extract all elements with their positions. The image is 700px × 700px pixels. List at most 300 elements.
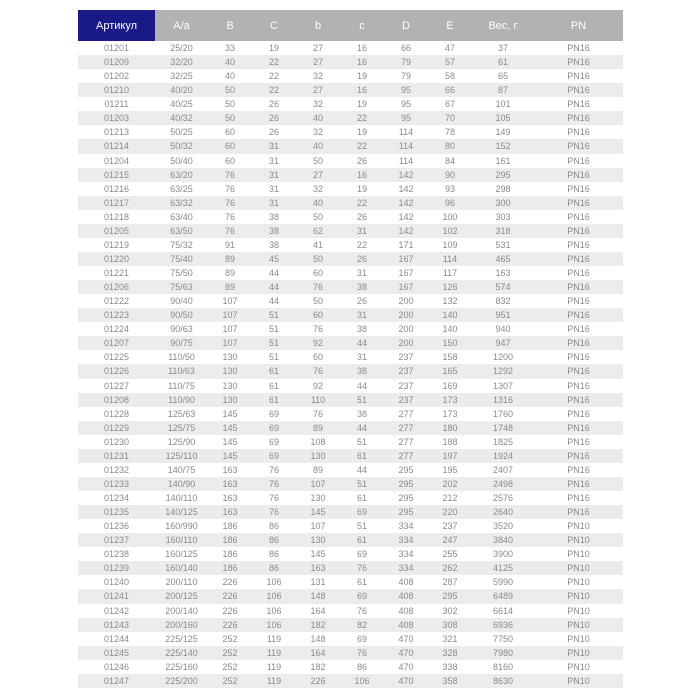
table-cell: 186 — [222, 521, 238, 532]
table-cell: 164 — [310, 605, 326, 616]
table-cell: 60 — [312, 352, 323, 363]
table-cell: 40/25 — [170, 99, 193, 110]
table-cell: PN10 — [567, 633, 590, 644]
table-cell: 01233 — [103, 478, 130, 489]
table-cell: 01208 — [103, 394, 130, 405]
table-cell: 01241 — [103, 591, 130, 602]
table-cell: 38 — [356, 366, 367, 377]
table-cell: 145 — [222, 436, 238, 447]
table-cell: 22 — [356, 113, 367, 124]
table-cell: 32 — [312, 71, 323, 82]
table-cell: 44 — [356, 422, 367, 433]
table-cell: 01222 — [103, 296, 130, 307]
table-cell: 295 — [398, 464, 414, 475]
table-cell: 47 — [444, 43, 455, 53]
table-cell: 76 — [224, 169, 235, 180]
table-cell: 1307 — [492, 380, 514, 391]
table-cell: 76 — [312, 408, 323, 419]
table-cell: 79 — [400, 57, 411, 68]
table-cell: 951 — [495, 310, 511, 321]
table-cell: 298 — [495, 183, 511, 194]
table-cell: 145 — [222, 450, 238, 461]
table-cell: 26 — [268, 99, 279, 110]
spec-table-container — [78, 10, 623, 688]
table-cell: 169 — [442, 380, 458, 391]
table-cell: 149 — [495, 127, 511, 138]
table-cell: PN16 — [567, 296, 590, 307]
table-cell: PN16 — [567, 338, 590, 349]
table-cell: 277 — [398, 408, 414, 419]
table-cell: 61 — [356, 493, 367, 503]
table-cell: 50/32 — [170, 141, 193, 152]
table-cell: 8160 — [492, 661, 514, 672]
table-cell: 308 — [442, 619, 458, 630]
table-cell: 01214 — [103, 141, 130, 152]
table-row — [78, 266, 623, 280]
table-cell: 130 — [222, 380, 238, 391]
table-row — [78, 139, 623, 153]
table-cell: 321 — [442, 633, 458, 644]
table-cell: 295 — [442, 591, 458, 602]
table-row — [78, 224, 623, 238]
table-cell: 16 — [356, 57, 367, 68]
table-cell: 89 — [312, 464, 323, 475]
table-cell: 200/160 — [165, 619, 198, 630]
table-cell: 107 — [222, 324, 238, 335]
table-cell: 200/110 — [165, 577, 198, 588]
table-cell: 126 — [442, 282, 458, 293]
table-cell: 19 — [268, 43, 279, 53]
table-cell: 01202 — [103, 71, 130, 82]
table-cell: 237 — [442, 521, 458, 532]
table-cell: 01230 — [103, 436, 130, 447]
table-cell: 470 — [398, 633, 414, 644]
table-cell: PN16 — [567, 380, 590, 391]
table-cell: 465 — [495, 253, 511, 264]
table-cell: 202 — [442, 478, 458, 489]
table-cell: 31 — [268, 155, 279, 166]
table-cell: 01204 — [103, 155, 130, 166]
table-cell: 119 — [266, 675, 282, 686]
table-cell: PN16 — [567, 141, 590, 152]
table-cell: 408 — [398, 619, 414, 630]
table-row — [78, 421, 623, 435]
table-cell: 38 — [268, 211, 279, 222]
table-cell: 01213 — [103, 127, 130, 138]
table-cell: 01205 — [103, 225, 130, 236]
table-cell: 44 — [356, 464, 367, 475]
table-cell: 82 — [356, 619, 367, 630]
table-cell: 334 — [398, 549, 414, 560]
table-cell: 22 — [268, 85, 279, 96]
table-cell: 66 — [400, 43, 411, 53]
table-cell: 60 — [312, 268, 323, 278]
table-cell: 2407 — [492, 464, 514, 475]
table-cell: 200/125 — [165, 591, 198, 602]
table-cell: 142 — [398, 183, 414, 194]
table-cell: 163 — [310, 563, 326, 574]
table-cell: PN16 — [567, 408, 590, 419]
table-row — [78, 336, 623, 350]
table-cell: 101 — [495, 99, 511, 110]
table-cell: PN10 — [567, 675, 590, 686]
table-row — [78, 55, 623, 69]
table-cell: 165 — [442, 366, 458, 377]
table-cell: 247 — [442, 535, 458, 546]
table-cell: 75/50 — [170, 268, 193, 278]
table-cell: 148 — [310, 633, 326, 644]
table-cell: 76 — [312, 282, 323, 293]
table-cell: 01223 — [103, 310, 130, 321]
table-cell: 163 — [222, 507, 238, 518]
table-cell: 167 — [398, 268, 414, 278]
table-row — [78, 463, 623, 477]
table-cell: 76 — [356, 605, 367, 616]
table-cell: 01237 — [103, 535, 130, 546]
table-cell: 119 — [266, 661, 282, 672]
table-cell: 160/140 — [165, 563, 198, 574]
table-cell: 44 — [268, 296, 279, 307]
table-cell: 105 — [495, 113, 511, 124]
table-cell: 50/25 — [170, 127, 193, 138]
table-header-row — [78, 10, 623, 41]
table-cell: 44 — [268, 268, 279, 278]
table-cell: 58 — [444, 71, 455, 82]
table-cell: 01228 — [103, 408, 130, 419]
table-cell: 01201 — [103, 43, 130, 53]
table-cell: 01218 — [103, 211, 130, 222]
table-cell: PN16 — [567, 253, 590, 264]
table-cell: 40 — [312, 113, 323, 124]
table-cell: 225/160 — [165, 661, 198, 672]
table-cell: 226 — [222, 577, 238, 588]
table-cell: 160/110 — [165, 535, 198, 546]
table-cell: PN16 — [567, 183, 590, 194]
table-cell: 150 — [442, 338, 458, 349]
table-cell: 237 — [398, 366, 414, 377]
table-cell: 107 — [310, 521, 326, 532]
table-cell: PN16 — [567, 43, 590, 53]
table-cell: 86 — [268, 563, 279, 574]
table-cell: 01235 — [103, 507, 130, 518]
table-row — [78, 294, 623, 308]
table-cell: 102 — [442, 225, 458, 236]
col-header-article: Артикул — [78, 10, 155, 41]
table-cell: 31 — [268, 183, 279, 194]
table-cell: 5990 — [492, 577, 514, 588]
table-cell: 334 — [398, 535, 414, 546]
table-row — [78, 364, 623, 378]
table-row — [78, 407, 623, 421]
table-cell: PN16 — [567, 239, 590, 250]
table-cell: 107 — [222, 310, 238, 321]
table-cell: 940 — [495, 324, 511, 335]
table-cell: 69 — [268, 422, 279, 433]
table-row — [78, 154, 623, 168]
table-cell: PN16 — [567, 71, 590, 82]
table-cell: 51 — [268, 338, 279, 349]
table-cell: 2640 — [492, 507, 514, 518]
table-cell: 27 — [312, 169, 323, 180]
table-cell: 160/125 — [165, 549, 198, 560]
table-cell: 237 — [398, 352, 414, 363]
table-cell: 31 — [356, 225, 367, 236]
table-cell: 61 — [356, 577, 367, 588]
table-cell: 26 — [356, 211, 367, 222]
table-cell: 01221 — [103, 268, 130, 278]
table-cell: PN16 — [567, 464, 590, 475]
table-cell: 131 — [310, 577, 326, 588]
table-cell: 01225 — [103, 352, 130, 363]
table-cell: 01236 — [103, 521, 130, 532]
table-row — [78, 435, 623, 449]
table-cell: 31 — [268, 141, 279, 152]
table-cell: 277 — [398, 450, 414, 461]
table-cell: 470 — [398, 661, 414, 672]
table-cell: 7750 — [492, 633, 514, 644]
table-cell: 574 — [495, 282, 511, 293]
table-cell: 110/63 — [168, 366, 195, 377]
table-cell: 01243 — [103, 619, 130, 630]
table-cell: 95 — [400, 99, 411, 110]
table-cell: 63/25 — [170, 183, 193, 194]
table-cell: 65 — [497, 71, 508, 82]
table-cell: 119 — [266, 647, 282, 658]
table-cell: 252 — [222, 661, 238, 672]
table-cell: 114 — [398, 127, 414, 138]
table-cell: 27 — [312, 43, 323, 53]
table-row — [78, 168, 623, 182]
table-cell: 6489 — [492, 591, 514, 602]
table-cell: 119 — [266, 633, 282, 644]
col-header-e: E — [428, 10, 472, 41]
table-cell: PN10 — [567, 647, 590, 658]
table-cell: 832 — [495, 296, 511, 307]
table-cell: 76 — [312, 366, 323, 377]
table-cell: 69 — [268, 450, 279, 461]
table-cell: 37 — [497, 43, 508, 53]
table-cell: 40 — [312, 197, 323, 208]
table-row — [78, 125, 623, 139]
table-cell: 66 — [444, 85, 455, 96]
table-cell: 225/125 — [165, 633, 198, 644]
table-cell: 40 — [224, 71, 235, 82]
table-cell: 69 — [268, 436, 279, 447]
table-cell: 160/990 — [165, 521, 198, 532]
table-cell: 107 — [222, 338, 238, 349]
table-cell: 1924 — [492, 450, 514, 461]
table-cell: 114 — [398, 141, 414, 152]
table-cell: 110/90 — [168, 394, 195, 405]
spec-table — [78, 10, 623, 688]
table-cell: 110/75 — [168, 380, 195, 391]
table-cell: 89 — [312, 422, 323, 433]
table-cell: 01242 — [103, 605, 130, 616]
table-cell: 225/200 — [165, 675, 198, 686]
table-cell: 318 — [495, 225, 511, 236]
table-cell: 89 — [224, 253, 235, 264]
table-cell: 51 — [356, 436, 367, 447]
table-cell: 01216 — [103, 183, 130, 194]
table-cell: 90/40 — [170, 296, 193, 307]
table-cell: 287 — [442, 577, 458, 588]
table-cell: 252 — [222, 633, 238, 644]
table-cell: 27 — [312, 85, 323, 96]
table-cell: 106 — [266, 591, 282, 602]
table-cell: 173 — [442, 408, 458, 419]
table-cell: 4125 — [492, 563, 514, 574]
col-header-c-lower: c — [340, 10, 384, 41]
table-cell: 1760 — [492, 408, 514, 419]
table-row — [78, 561, 623, 575]
table-cell: 90/63 — [170, 324, 193, 335]
table-cell: 92 — [312, 380, 323, 391]
table-cell: 125/110 — [165, 450, 198, 461]
table-cell: 110/50 — [168, 352, 195, 363]
table-cell: 26 — [356, 155, 367, 166]
table-cell: 125/90 — [167, 436, 196, 447]
table-cell: 182 — [310, 619, 326, 630]
table-row — [78, 660, 623, 674]
table-cell: PN16 — [567, 197, 590, 208]
table-cell: 01232 — [103, 464, 130, 475]
table-cell: 01219 — [103, 239, 130, 250]
table-cell: 1825 — [492, 436, 514, 447]
table-cell: 63/20 — [170, 169, 193, 180]
table-cell: 163 — [222, 478, 238, 489]
table-cell: 76 — [224, 197, 235, 208]
table-cell: 7980 — [492, 647, 514, 658]
table-cell: 44 — [356, 380, 367, 391]
table-cell: 50 — [312, 296, 323, 307]
table-cell: 76 — [224, 183, 235, 194]
table-cell: 237 — [398, 394, 414, 405]
table-cell: 76 — [268, 464, 279, 475]
table-row — [78, 533, 623, 547]
table-cell: PN16 — [567, 394, 590, 405]
table-cell: 76 — [312, 324, 323, 335]
table-cell: 130 — [222, 394, 238, 405]
table-cell: 40/20 — [170, 85, 193, 96]
table-cell: PN16 — [567, 57, 590, 68]
table-cell: 70 — [444, 113, 455, 124]
table-row — [78, 83, 623, 97]
table-cell: 86 — [268, 521, 279, 532]
table-cell: 51 — [356, 521, 367, 532]
table-cell: 38 — [356, 282, 367, 293]
table-cell: 60 — [224, 155, 235, 166]
table-row — [78, 632, 623, 646]
table-cell: 50 — [312, 155, 323, 166]
table-cell: 69 — [356, 549, 367, 560]
table-row — [78, 379, 623, 393]
table-cell: PN16 — [567, 478, 590, 489]
table-cell: 1200 — [492, 352, 514, 363]
table-cell: 107 — [222, 296, 238, 307]
table-cell: 76 — [268, 493, 279, 503]
table-cell: 186 — [222, 563, 238, 574]
table-cell: 161 — [495, 155, 511, 166]
table-row — [78, 575, 623, 589]
table-cell: 01220 — [103, 253, 130, 264]
table-cell: 01209 — [103, 57, 130, 68]
table-cell: 91 — [224, 239, 235, 250]
table-cell: PN16 — [567, 225, 590, 236]
table-row — [78, 547, 623, 561]
table-cell: 86 — [356, 661, 367, 672]
table-row — [78, 393, 623, 407]
table-cell: 252 — [222, 675, 238, 686]
table-cell: 182 — [310, 661, 326, 672]
table-cell: 51 — [268, 352, 279, 363]
table-cell: 01234 — [103, 493, 130, 503]
table-cell: 19 — [356, 127, 367, 138]
table-cell: 132 — [442, 296, 458, 307]
table-cell: 186 — [222, 549, 238, 560]
table-cell: 01238 — [103, 549, 130, 560]
table-cell: 27 — [312, 57, 323, 68]
table-cell: 295 — [398, 493, 414, 503]
col-header-b-lower: b — [296, 10, 340, 41]
table-cell: 26 — [356, 296, 367, 307]
table-row — [78, 519, 623, 533]
table-row — [78, 196, 623, 210]
table-cell: 171 — [398, 239, 414, 250]
table-cell: 60 — [224, 141, 235, 152]
table-cell: 25/20 — [170, 43, 193, 53]
table-cell: PN16 — [567, 507, 590, 518]
table-cell: 163 — [495, 268, 511, 278]
table-cell: 96 — [444, 197, 455, 208]
table-cell: 145 — [310, 507, 326, 518]
table-cell: 140 — [442, 310, 458, 321]
table-cell: 62 — [312, 225, 323, 236]
table-cell: 01224 — [103, 324, 130, 335]
table-cell: 95 — [400, 113, 411, 124]
table-cell: 188 — [442, 436, 458, 447]
table-cell: 186 — [222, 535, 238, 546]
table-cell: 200 — [398, 324, 414, 335]
table-cell: 117 — [442, 268, 458, 278]
table-cell: 130 — [222, 366, 238, 377]
table-cell: 01247 — [103, 675, 130, 686]
table-cell: 110 — [310, 394, 326, 405]
table-cell: 61 — [268, 394, 279, 405]
table-cell: 114 — [442, 253, 458, 264]
table-cell: 226 — [222, 591, 238, 602]
table-cell: 408 — [398, 605, 414, 616]
table-cell: 197 — [442, 450, 458, 461]
table-cell: 328 — [442, 647, 458, 658]
table-cell: 158 — [442, 352, 458, 363]
table-row — [78, 350, 623, 364]
table-cell: 470 — [398, 675, 414, 686]
table-cell: 16 — [356, 85, 367, 96]
table-cell: 75/32 — [170, 239, 193, 250]
table-cell: PN16 — [567, 113, 590, 124]
table-row — [78, 589, 623, 603]
table-cell: PN16 — [567, 85, 590, 96]
table-cell: 531 — [495, 239, 511, 250]
col-header-b-upper: B — [208, 10, 252, 41]
table-cell: 32 — [312, 127, 323, 138]
table-row — [78, 41, 623, 55]
table-cell: 44 — [356, 338, 367, 349]
table-cell: 01240 — [103, 577, 130, 588]
table-cell: 334 — [398, 563, 414, 574]
table-cell: 01217 — [103, 197, 130, 208]
table-cell: 22 — [356, 239, 367, 250]
